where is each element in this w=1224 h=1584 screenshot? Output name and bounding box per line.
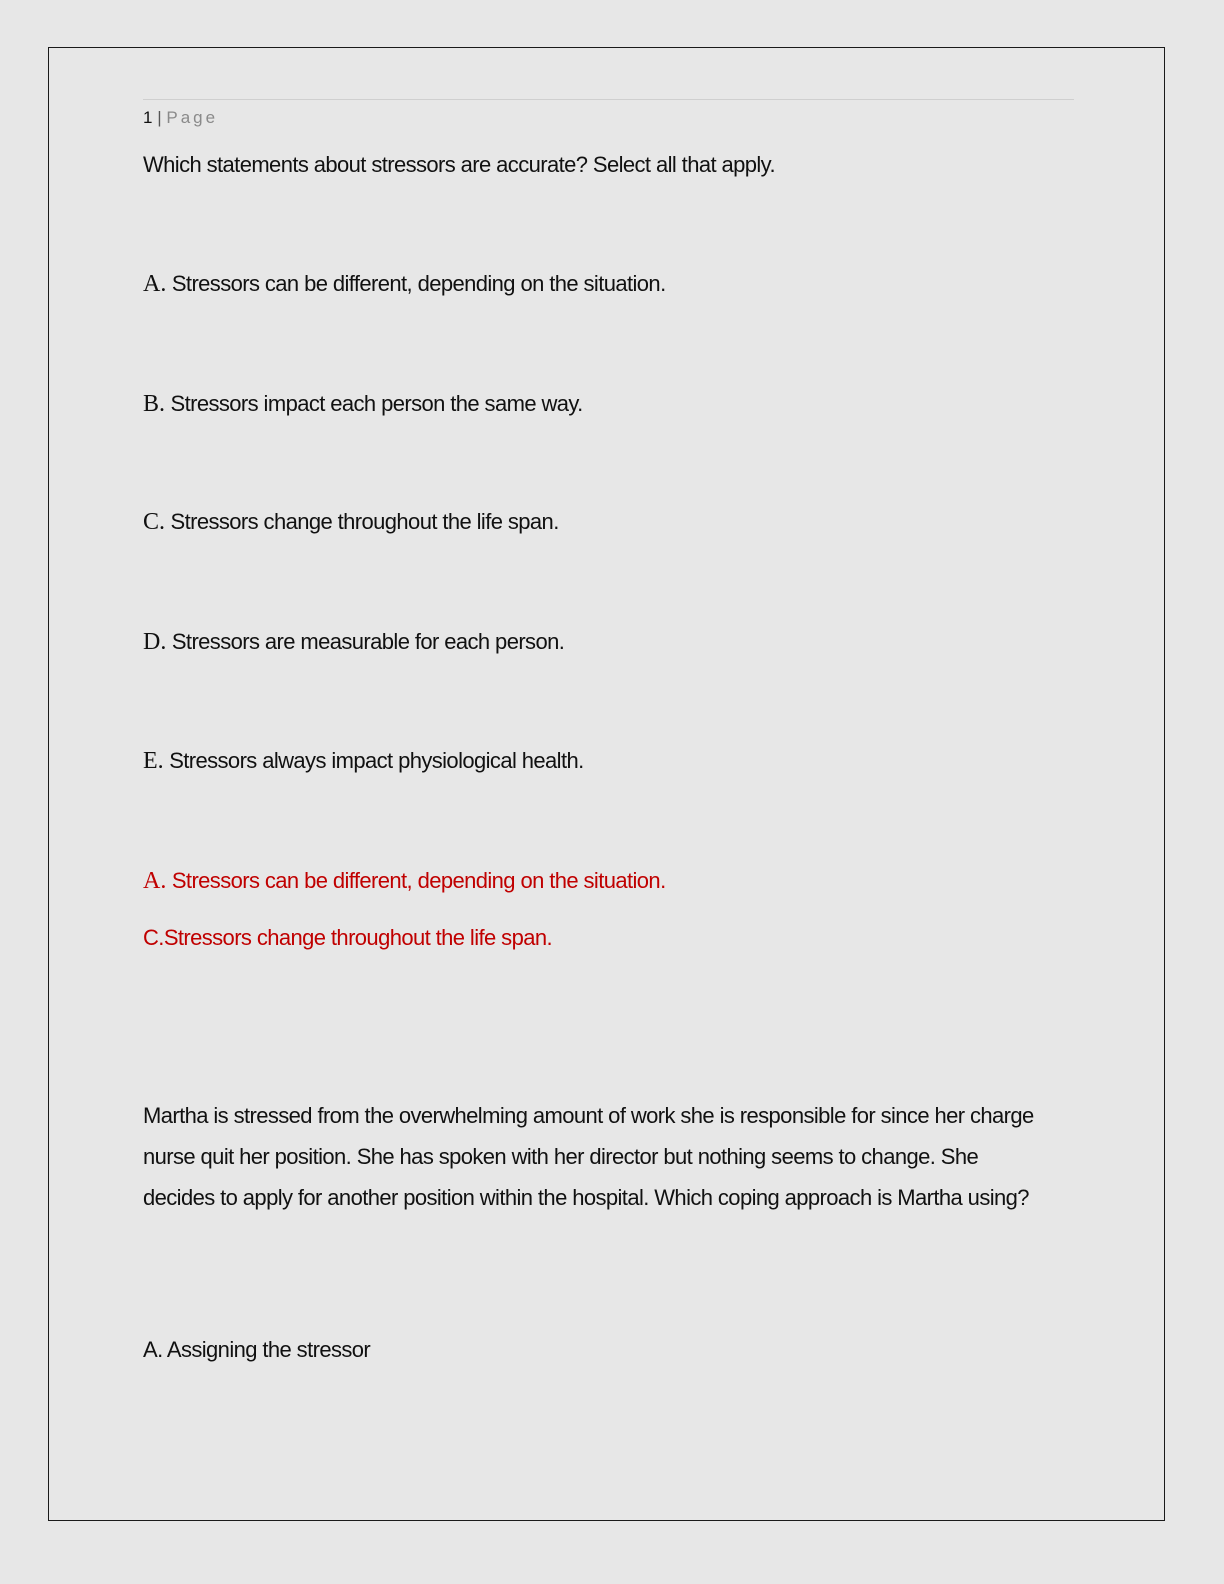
answer-text: Stressors can be different, depending on the situation. [171, 868, 666, 893]
answer-text: Stressors change throughout the life span. [163, 925, 552, 950]
question-2-prompt: Martha is stressed from the overwhelming amount of work she is responsible for since her charge nurse quit her position. She has spoken with her director but nothing seems to change. She decides to apply for another position within the hospital. Which coping approach is Martha using? [143, 1103, 1034, 1210]
header-divider [143, 99, 1074, 100]
option-text: Stressors are measurable for each person. [171, 629, 565, 654]
option-b [143, 391, 583, 418]
page-number: 1 [143, 108, 153, 127]
option-letter: E. [143, 748, 164, 774]
question-1-prompt: Which statements about stressors are accurate? Select all that apply. [143, 152, 775, 177]
page-header [143, 108, 218, 128]
option-letter: B. [143, 391, 166, 417]
option-d [143, 629, 564, 656]
option-letter: D. [143, 629, 167, 655]
page-separator: | [157, 108, 162, 127]
answer-letter: C. [143, 925, 164, 950]
question-2-option-a: A. Assigning the stressor [143, 1337, 371, 1362]
option-text: Stressors can be different, depending on the situation. [171, 271, 666, 296]
option-c [143, 509, 559, 536]
page-frame [48, 47, 1165, 1521]
option-letter: A. [143, 271, 167, 297]
page-label: Page [166, 108, 219, 127]
option-text: Stressors always impact physiological health. [169, 748, 584, 773]
answer-c [143, 925, 552, 951]
option-a [143, 271, 666, 298]
option-letter: C. [143, 509, 166, 535]
answer-a [143, 868, 666, 895]
answer-letter: A. [143, 868, 167, 894]
option-text: Stressors change throughout the life span. [170, 509, 559, 534]
option-e [143, 748, 584, 775]
option-text: Stressors impact each person the same way. [170, 391, 583, 416]
